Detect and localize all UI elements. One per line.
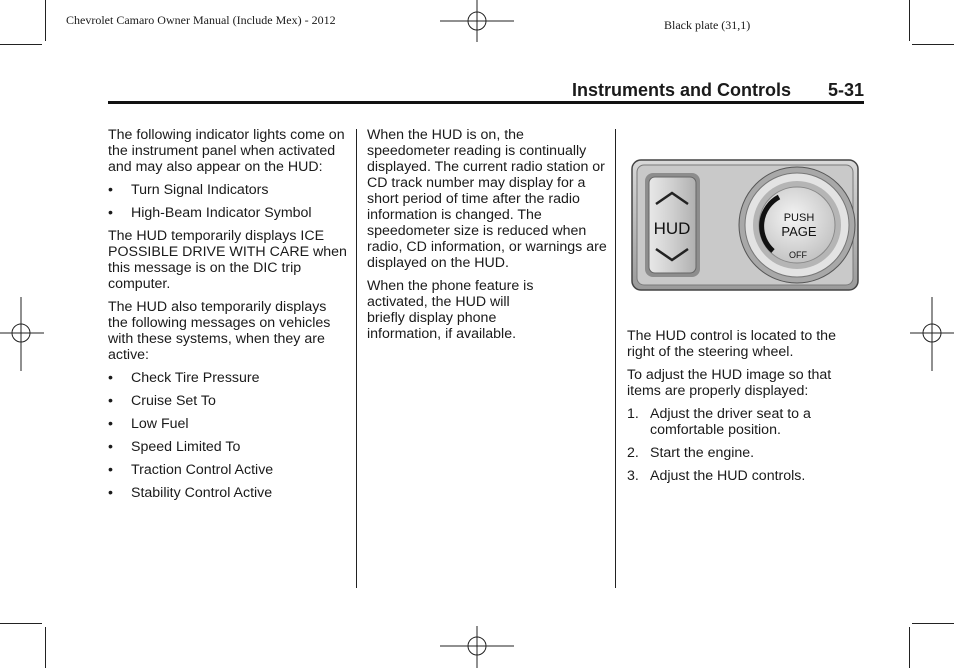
adjust-intro-paragraph: To adjust the HUD image so that items are properly displayed: [627, 367, 832, 399]
bullet-marker: • [108, 439, 113, 455]
column-3 [627, 328, 857, 491]
list-item: • Turn Signal Indicators [108, 182, 269, 198]
crop-mark [912, 623, 954, 624]
section-title: Instruments and Controls [572, 80, 792, 100]
step-number: 3. [627, 468, 639, 484]
crop-mark [45, 0, 46, 41]
page-number: 5-31 [828, 80, 865, 100]
list-item: 3. Adjust the HUD controls. [627, 468, 806, 484]
knob-label-off: OFF [789, 250, 807, 260]
list-item: • Cruise Set To [108, 393, 216, 409]
knob-label-push: PUSH [783, 212, 815, 224]
indicator-list [108, 182, 348, 221]
bullet-marker: • [108, 182, 113, 198]
registration-mark-bottom [440, 624, 514, 668]
header-rule [108, 101, 864, 104]
adjust-steps-list [627, 406, 857, 484]
messages-list [108, 370, 348, 501]
messages-paragraph: The HUD also temporarily displays the following messages on vehicles with these systems, when they are active: [108, 299, 331, 363]
phone-paragraph: When the phone feature is activated, the HUD will briefly display phone information, if available. [367, 278, 534, 342]
bullet-marker: • [108, 205, 113, 221]
list-item: 1. Adjust the driver seat to a comfortable position. [627, 406, 811, 438]
manual-title: Chevrolet Camaro Owner Manual (Include Mex) - 2012 [66, 13, 336, 27]
plate-label: Black plate (31,1) [664, 18, 751, 32]
list-item: • Check Tire Pressure [108, 370, 260, 386]
step-number: 2. [627, 445, 639, 461]
crop-mark [909, 627, 910, 668]
bullet-marker: • [108, 393, 113, 409]
list-item: • High-Beam Indicator Symbol [108, 205, 312, 221]
list-item: • Stability Control Active [108, 485, 273, 501]
hud-button-label: HUD [653, 219, 691, 238]
step-number: 1. [627, 406, 639, 422]
bullet-marker: • [108, 462, 113, 478]
bullet-marker: • [108, 370, 113, 386]
crop-mark [0, 623, 42, 624]
crop-mark [909, 0, 910, 41]
intro-paragraph: The following indicator lights come on the instrument panel when activated and may also appear on the HUD: [108, 127, 345, 175]
crop-mark [45, 627, 46, 668]
knob-label-page: PAGE [781, 224, 817, 239]
bullet-marker: • [108, 416, 113, 432]
list-item: • Speed Limited To [108, 439, 241, 455]
hud-display-paragraph: When the HUD is on, the speedometer reading is continually displayed. The current radio station or CD track number may display for a short period of time after the radio information is changed. The speedometer size is reduced when radio, CD information, or warnings are displayed on the HUD. [367, 127, 607, 271]
column-divider [356, 129, 357, 588]
list-item: • Traction Control Active [108, 462, 274, 478]
registration-mark-top [440, 0, 514, 44]
hud-location-paragraph: The HUD control is located to the right of the steering wheel. [627, 328, 836, 360]
hud-control-illustration [631, 159, 859, 291]
list-item: 2. Start the engine. [627, 445, 755, 461]
crop-mark [0, 44, 42, 45]
column-1 [108, 127, 348, 508]
crop-mark [912, 44, 954, 45]
column-divider [615, 129, 616, 588]
column-2 [367, 127, 607, 349]
registration-mark-right [910, 297, 954, 371]
ice-paragraph: The HUD temporarily displays ICE POSSIBLE DRIVE WITH CARE when this message is on the DIC trip computer. [108, 228, 347, 292]
bullet-marker: • [108, 485, 113, 501]
list-item: • Low Fuel [108, 416, 189, 432]
registration-mark-left [0, 297, 44, 371]
